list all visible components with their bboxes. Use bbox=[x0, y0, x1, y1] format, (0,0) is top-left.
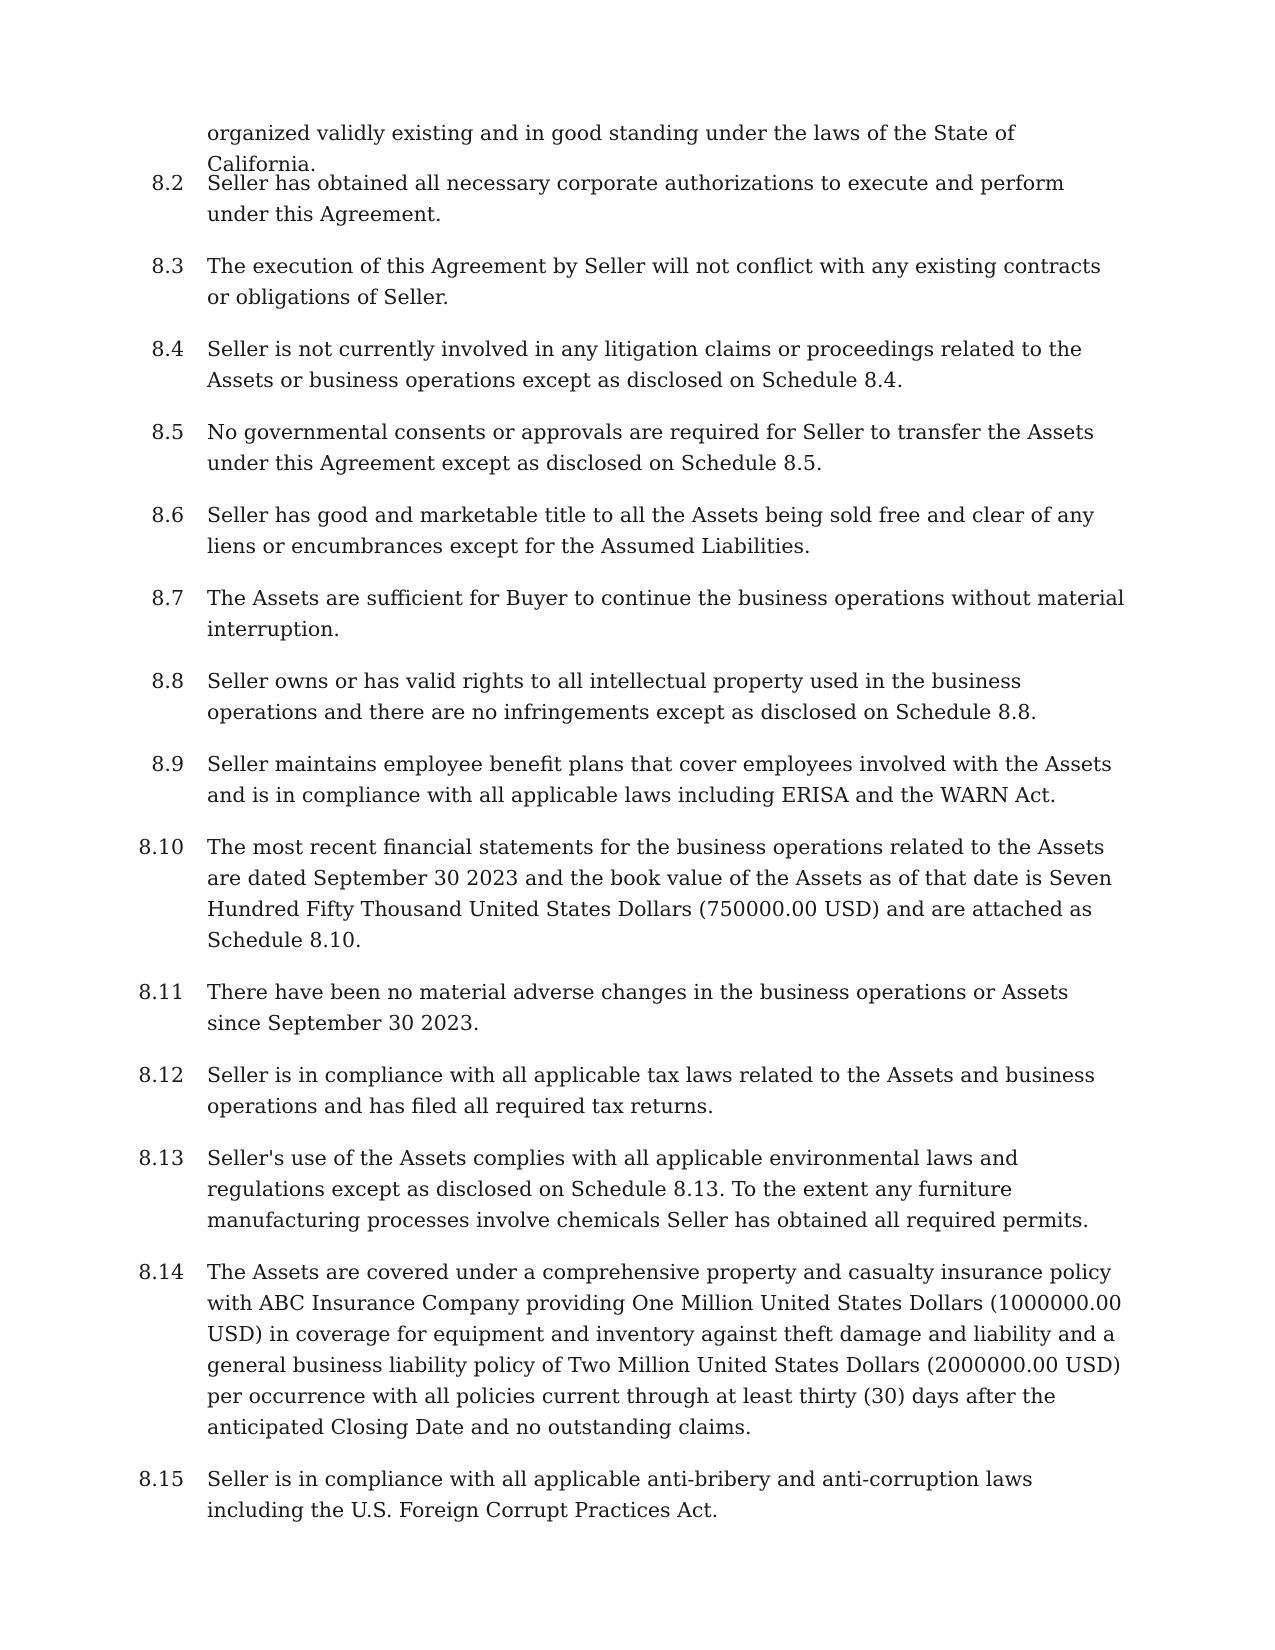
clause-8-4 bbox=[0, 334, 1275, 396]
clause-text: Seller owns or has valid rights to all intellectual property used in the business operations and there are no infringements except as disclosed on Schedule 8.8. bbox=[207, 669, 1037, 724]
clause-number: 8.2 bbox=[151, 171, 184, 195]
clause-number: 8.10 bbox=[138, 835, 184, 859]
clause-number: 8.14 bbox=[138, 1260, 184, 1284]
clause-text: Seller's use of the Assets complies with all applicable environmental laws and regulations except as disclosed on Schedule 8.13. To the extent any furniture manufacturing processes involve chemicals Seller has obtained all required permits. bbox=[207, 1146, 1089, 1232]
clause-8-6 bbox=[0, 500, 1275, 562]
clause-text: Seller is not currently involved in any litigation claims or proceedings related to the Assets or business operations except as disclosed on Schedule 8.4. bbox=[207, 337, 1083, 392]
clause-text: Seller has obtained all necessary corporate authorizations to execute and perform under this Agreement. bbox=[207, 171, 1065, 226]
clause-text: Seller is in compliance with all applicable anti-bribery and anti-corruption laws including the U.S. Foreign Corrupt Practices Act. bbox=[207, 1467, 1033, 1522]
clause-text: Seller is in compliance with all applicable tax laws related to the Assets and business operations and has filed all required tax returns. bbox=[207, 1063, 1096, 1118]
clause-8-2 bbox=[0, 168, 1275, 230]
clause-text: Seller maintains employee benefit plans that cover employees involved with the Assets and is in compliance with all applicable laws including ERISA and the WARN Act. bbox=[207, 752, 1112, 807]
clause-8-8 bbox=[0, 666, 1275, 728]
clause-number: 8.13 bbox=[138, 1146, 184, 1170]
clause-text: The Assets are covered under a comprehensive property and casualty insurance policy with ABC Insurance Company providing One Million United States Dollars (1000000.00 USD) in coverage for equipment and inventory against theft damage and liability and a general business liability policy of Two Million United States Dollars (2000000.00 USD) per occurrence with all policies current through at least thirty (30) days after the anticipated Closing Date and no outstanding claims. bbox=[207, 1260, 1122, 1439]
clause-number: 8.12 bbox=[138, 1063, 184, 1087]
continuation-paragraph: organized validly existing and in good standing under the laws of the State of California. bbox=[207, 121, 1015, 176]
clause-text: There have been no material adverse changes in the business operations or Assets since September 30 2023. bbox=[207, 980, 1069, 1035]
clause-8-14 bbox=[0, 1257, 1275, 1443]
clause-8-15 bbox=[0, 1464, 1275, 1526]
clause-number: 8.6 bbox=[151, 503, 184, 527]
clause-number: 8.3 bbox=[151, 254, 184, 278]
clause-text: The execution of this Agreement by Seller will not conflict with any existing contracts or obligations of Seller. bbox=[207, 254, 1101, 309]
clause-number: 8.8 bbox=[151, 669, 184, 693]
clause-8-10 bbox=[0, 832, 1275, 956]
clause-number: 8.9 bbox=[151, 752, 184, 776]
clause-8-3 bbox=[0, 251, 1275, 313]
clause-number: 8.15 bbox=[138, 1467, 184, 1491]
clause-text: The Assets are sufficient for Buyer to continue the business operations without material interruption. bbox=[207, 586, 1125, 641]
clause-text: No governmental consents or approvals are required for Seller to transfer the Assets under this Agreement except as disclosed on Schedule 8.5. bbox=[207, 420, 1095, 475]
clause-8-5 bbox=[0, 417, 1275, 479]
clause-8-7 bbox=[0, 583, 1275, 645]
clause-8-9 bbox=[0, 749, 1275, 811]
clause-text: Seller has good and marketable title to all the Assets being sold free and clear of any liens or encumbrances except for the Assumed Liabilities. bbox=[207, 503, 1095, 558]
clause-list bbox=[0, 168, 1275, 1547]
clause-number: 8.7 bbox=[151, 586, 184, 610]
clause-number: 8.5 bbox=[151, 420, 184, 444]
clause-number: 8.4 bbox=[151, 337, 184, 361]
clause-8-12 bbox=[0, 1060, 1275, 1122]
clause-text: The most recent financial statements for the business operations related to the Assets are dated September 30 2023 and the book value of the Assets as of that date is Seven Hundred Fifty Thousand United States Dollars (750000.00 USD) and are attached as Schedule 8.10. bbox=[207, 835, 1112, 952]
clause-8-11 bbox=[0, 977, 1275, 1039]
clause-8-13 bbox=[0, 1143, 1275, 1236]
clause-number: 8.11 bbox=[138, 980, 184, 1004]
